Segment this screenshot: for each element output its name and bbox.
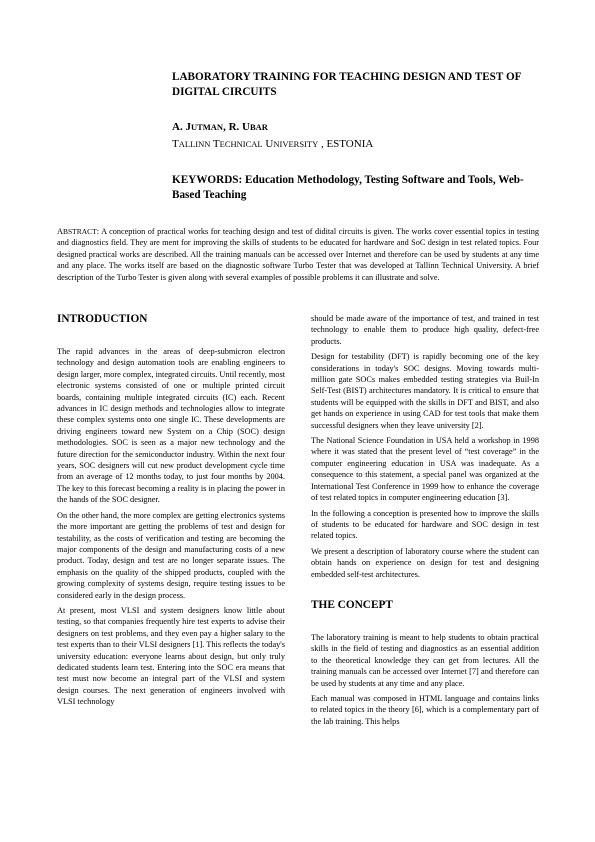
abstract-label-rest: BSTRACT [62, 227, 97, 236]
paragraph: We present a description of laboratory course where the student can obtain hands on experience on design for test and designing embedded self-test architectures. [311, 546, 539, 579]
left-column [57, 312, 285, 712]
paragraph: The laboratory training is meant to help students to obtain practical skills in the field of testing and diagnostics as an essential addition to the theoretical knowledge they can get from lectures. All the training manuals can be accessed over Internet [7] and therefore can be used by students at any time and any place. [311, 632, 539, 688]
section-heading-introduction: INTRODUCTION [57, 313, 148, 325]
affil-part: T [210, 138, 220, 150]
paragraph: On the other hand, the more complex are getting electronics systems the more important are getting the problems of test and design for testability, as the costs of verification and testing are becoming the major components of the design and manufacturing costs of a new product. Today, design and test are no longer separate issues. The emphasis on the quality of the shipped products, coupled with the growing complexity of systems design, require testing issues to be considered early in the design process. [57, 510, 285, 600]
paragraph: Each manual was composed in HTML language and contains links to related topics in the theory [6], which is a complementary part of the lab training. This helps [311, 693, 539, 726]
keywords: KEYWORDS: Education Methodology, Testing Software and Tools, Web-Based Teaching [172, 174, 524, 201]
paragraph: The rapid advances in the areas of deep-submicron electron technology and design automation tools are enabling engineers to design larger, more complex, integrated circuits. Until recently, most electronic systems consisted of one or multiple printed circuit boards, containing multiple integrated circuits (IC) each. Recent advances in IC design methods and technologies allow to integrate these complex systems onto one single IC. These developments are driving engineers toward new System on a Chip (SOC) design methodologies. SOC is seen as a major new technology and the future direction for the semiconductor industry. Within the next four years, SOC designers will cut new product development cycle time from an average of 12 months today, to just four months by 2004. The key to this forecast becoming a reality is in placing the power in the hands of the SOC designer. [57, 347, 285, 505]
paragraph: At present, most VLSI and system designers know little about testing, so that companies frequently hire test experts to advise their designers on test problems, and they even pay a higher salary to the test experts than to their VLSI designers [1]. This reflects the today's university education: everyone learns about design, but only truly dedicated students learn test. Entering into the SOC era means that test must now become an integral part of the VLSI and system design courses. The next generation of engineers involved with VLSI technology [57, 605, 285, 707]
author-2-surname: BAR [249, 122, 268, 132]
paragraph: Design for testability (DFT) is rapidly becoming one of the key considerations in today's SOC designs. Moving towards multi-million gate SOCs makes embedded testing strategies via Buil-In Self-Test (BIST) architectures mandatory. It is critical to ensure that students will be equipped with the skills in DFT and BIST, and also get hands on experience in using CAD for test tools that make them successful designers when they leave university [2]. [311, 352, 539, 430]
abstract-text: : A conception of practical works for teaching design and test of didital circuits is given. The works cover essential topics in testing and diagnostics field. They are ment for improving the skills of students to be educated for hardware and SoC design in test related topics. Four designed practical works are described. All the training manuals can be accessed over Internet and therefore can be used by students at any time and any place. The works itself are based on the diagnostic software Turbo Tester that was developed at Tallinn Technical University. A brief description of the Turbo Tester is given along with several examples of possible problems it can illustrate and solve. [57, 227, 539, 282]
abstract-label-cap: A [57, 227, 63, 236]
section-heading-concept: THE CONCEPT [311, 598, 393, 611]
affil-part: ECHNICAL [219, 139, 263, 149]
paragraph: The National Science Foundation in USA held a workshop in 1998 where it was stated that the present level of “test coverage” in the computer engineering education in USA was inadequate. As a consequence to this statement, a special panel was organized at the International Test Conference in 1999 how to enhance the coverage of test related topics in computer engineering education [3]. [311, 436, 539, 503]
author-2-initial: , R. U [223, 121, 250, 133]
paper-title: LABORATORY TRAINING FOR TEACHING DESIGN AND TEST OF DIGITAL CIRCUITS [172, 71, 522, 98]
affil-part: T [172, 138, 179, 150]
paragraph: In the following a conception is presented how to improve the skills of students to be educated for hardware and SOC design in test related topics. [311, 508, 539, 541]
author-1-initial: A. J [172, 121, 191, 133]
affil-part: U [262, 138, 274, 150]
right-column [311, 313, 539, 731]
section-spacer [311, 584, 539, 598]
abstract [57, 226, 539, 283]
paragraph: should be made aware of the importance of test, and trained in test technology to enable them to produce high quality, defect-free products. [311, 314, 539, 346]
authors [172, 120, 542, 134]
author-1-surname: UTMAN [190, 122, 224, 132]
affil-country: , ESTONIA [318, 138, 374, 150]
paper-header [172, 70, 542, 203]
affiliation [172, 137, 542, 151]
affil-part: NIVERSITY [273, 139, 319, 149]
affil-part: ALLINN [178, 139, 211, 149]
